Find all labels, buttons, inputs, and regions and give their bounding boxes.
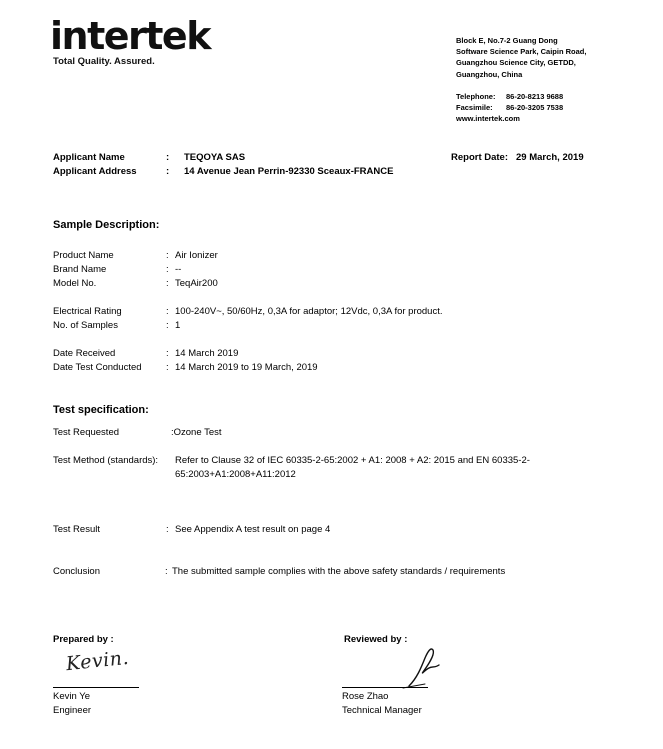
date-received-value: 14 March 2019 — [175, 348, 239, 359]
address-line: Guangzhou, China — [456, 69, 523, 79]
conclusion-label: Conclusion — [53, 566, 100, 577]
test-method-value-line1: Refer to Clause 32 of IEC 60335-2-65:2002 + A1: 2008 + A2: 2015 and EN 60335-2- — [175, 455, 530, 466]
applicant-name-value: TEQOYA SAS — [184, 152, 246, 163]
brand-name-label: Brand Name — [53, 264, 107, 275]
test-method-value-line2: 65:2003+A1:2008+A11:2012 — [175, 469, 296, 480]
report-date-label: Report Date: — [451, 152, 509, 163]
prepared-name: Kevin Ye — [53, 691, 90, 702]
sample-description-heading: Sample Description: — [53, 219, 160, 231]
test-result-label: Test Result — [53, 524, 100, 535]
address-line: Guangzhou Science City, GETDD, — [456, 58, 576, 68]
date-received-label: Date Received — [53, 348, 116, 359]
electrical-rating-value: 100-240V~, 50/60Hz, 0,3A for adaptor; 12Vdc, 0,3A for product. — [175, 306, 443, 317]
test-requested-label: Test Requested — [53, 427, 120, 438]
prepared-signature-line — [53, 687, 139, 688]
telephone-value: 86-20-8213 9688 — [506, 92, 564, 101]
intertek-logo: intertek — [50, 14, 210, 58]
company-address — [456, 35, 586, 80]
report-date-value: 29 March, 2019 — [516, 152, 584, 163]
telephone-label: Telephone: — [456, 92, 496, 101]
samples-value: 1 — [175, 320, 181, 331]
website: www.intertek.com — [456, 114, 520, 124]
model-label: Model No. — [53, 278, 97, 289]
date-conducted-value: 14 March 2019 to 19 March, 2019 — [175, 362, 318, 373]
company-contact — [456, 91, 563, 125]
test-requested-value: :Ozone Test — [171, 427, 222, 438]
reviewed-title: Technical Manager — [342, 705, 422, 716]
tagline: Total Quality. Assured. — [53, 56, 155, 67]
facsimile-label: Facsimile: — [456, 103, 493, 113]
test-specification-heading: Test specification: — [53, 404, 149, 416]
prepared-by-label: Prepared by : — [53, 634, 114, 645]
prepared-signature: Kevin. — [65, 646, 130, 676]
applicant-address-value: 14 Avenue Jean Perrin-92330 Sceaux-FRANCE — [184, 166, 394, 177]
applicant-name-label: Applicant Name — [53, 152, 125, 163]
product-name-value: Air Ionizer — [175, 250, 218, 261]
brand-name-value: -- — [175, 264, 182, 275]
address-line: Block E, No.7-2 Guang Dong — [456, 36, 558, 45]
product-name-label: Product Name — [53, 250, 114, 261]
samples-label: No. of Samples — [53, 320, 118, 331]
prepared-title: Engineer — [53, 705, 92, 716]
reviewed-name: Rose Zhao — [342, 691, 389, 702]
date-conducted-label: Date Test Conducted — [53, 362, 142, 373]
address-line: Software Science Park, Caipin Road, — [456, 47, 587, 57]
test-result-value: See Appendix A test result on page 4 — [175, 524, 331, 535]
test-method-label: Test Method (standards): — [53, 455, 159, 466]
reviewed-by-label: Reviewed by : — [344, 634, 408, 645]
electrical-rating-label: Electrical Rating — [53, 306, 122, 317]
conclusion-value: The submitted sample complies with the above safety standards / requirements — [172, 566, 506, 577]
facsimile-value: 86-20-3205 7538 — [506, 103, 564, 113]
reviewed-signature-line — [342, 687, 428, 688]
reviewed-signature — [395, 644, 445, 690]
model-value: TeqAir200 — [175, 278, 218, 289]
applicant-address-label: Applicant Address — [53, 166, 137, 177]
